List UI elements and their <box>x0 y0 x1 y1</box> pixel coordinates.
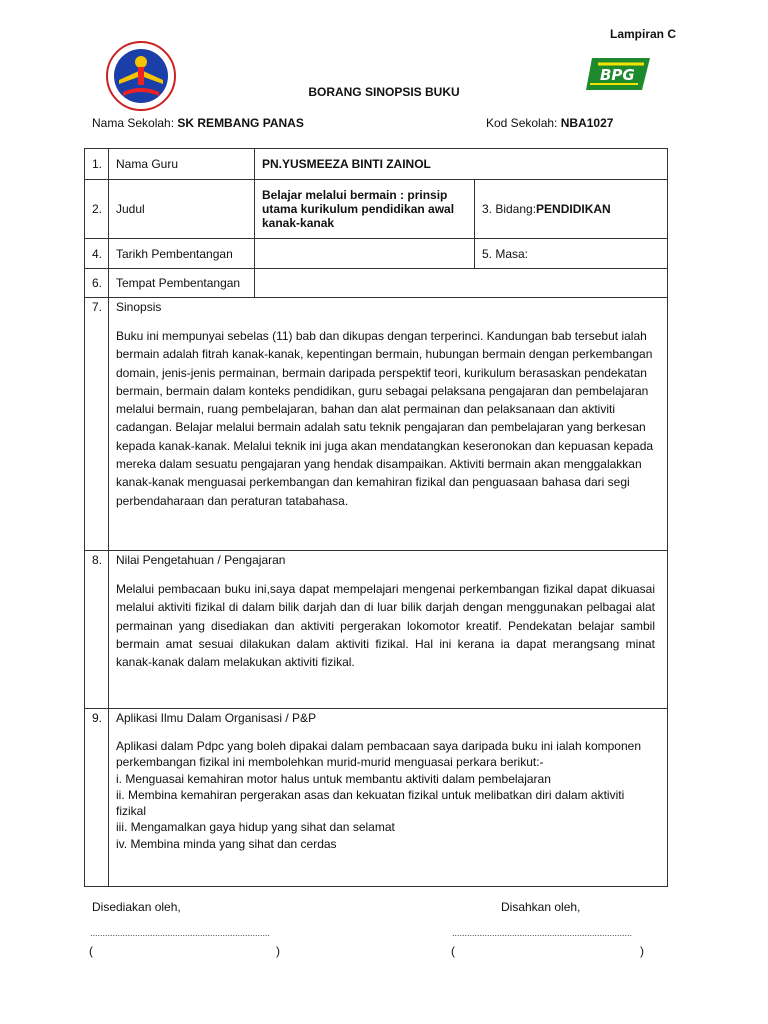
book-title-value <box>255 180 475 239</box>
school-name-label: Nama Sekolah: <box>92 116 175 130</box>
synopsis-cell <box>109 298 668 551</box>
approved-signature-line: ........................................................................ <box>452 928 633 938</box>
table-row <box>85 269 668 298</box>
table-row <box>85 298 668 551</box>
list-item: iii. Mengamalkan gaya hidup yang sihat dan selamat <box>116 820 395 835</box>
knowledge-value-cell <box>109 551 668 709</box>
row-number: 4. <box>85 239 109 269</box>
svg-text:BPG: BPG <box>600 66 635 84</box>
knowledge-value-text: Melalui pembacaan buku ini,saya dapat mempelajari mengenai perkembangan fizikal dapat dikuasai melalui aktiviti fizikal di dalam bilik darjah dan di luar bilik darjah dengan menggunakan pelbagai alat permainan yang disediakan dan aktiviti pergerakan lokomotor kreatif. Pendekatan belajar sambil bermain amat sesuai dilakukan dalam aktiviti fizikal. Hal ini kerana ia dapat merangsang minat kanak-kanak dalam melakukan aktiviti fizikal. <box>116 582 656 670</box>
field-cell <box>475 180 668 239</box>
prepared-name-open: ( <box>89 944 93 958</box>
approved-name-close: ) <box>640 944 644 958</box>
application-intro: Aplikasi dalam Pdpc yang boleh dipakai dalam pembacaan saya daripada buku ini ialah komponen perkembangan fizikal ini membolehkan murid-murid menguasai perkara berikut:- <box>116 739 642 770</box>
presentation-place-label: Tempat Pembentangan <box>109 269 255 298</box>
list-item: iv. Membina minda yang sihat dan cerdas <box>116 836 337 851</box>
application-label: Aplikasi Ilmu Dalam Organisasi / P&P <box>116 711 317 725</box>
form-title: BORANG SINOPSIS BUKU <box>308 85 460 99</box>
application-text <box>116 738 667 852</box>
teacher-name-label: Nama Guru <box>109 149 255 180</box>
approved-by-label: Disahkan oleh, <box>501 900 581 914</box>
row-number: 1. <box>85 149 109 180</box>
synopsis-label: Sinopsis <box>116 300 162 314</box>
synopsis-text: Buku ini mempunyai sebelas (11) bab dan dikupas dengan terperinci. Kandungan bab tersebut ialah bermain adalah fitrah kanak-kanak, kepentingan bermain, hubungan bermain dengan perkembangan domain, jenis-jenis permainan, bermain daripada perspektif teori, kurikulum berasaskan pendekatan bermain, bermain dalam konteks pendidikan, guru sebagai pelaksana pengajaran dan pembelajaran melalui bermain, ruang pembelajaran, bahan dan alat permainan dan pelaksanaan dan aktiviti cadangan. Belajar melalui bermain adalah satu teknik pengajaran dan pembelajaran yang berkesan kepada kanak-kanak. Melalui teknik ini juga akan mendatangkan keseronokan dan kepuasan kepada mereka dalam sesuatu pengajaran yang hendak disampaikan. Aktiviti bermain akan menggalakkan kanak-kanak menguasai perkembangan dan kemahiran fizikal dan penguasaan bahasa dari segi perbendaharaan dan peraturan tatabahasa. <box>116 329 654 508</box>
book-title-label: Judul <box>109 180 255 239</box>
field-label: 3. Bidang: <box>482 202 537 216</box>
row-number: 8. <box>85 551 109 709</box>
field-value: PENDIDIKAN <box>536 202 611 216</box>
table-row <box>85 709 668 887</box>
teacher-name-text: PN.YUSMEEZA BINTI ZAINOL <box>262 157 431 171</box>
row-number: 7. <box>85 298 109 551</box>
row-number: 6. <box>85 269 109 298</box>
ministry-logo-icon <box>105 40 177 112</box>
book-title-text: Belajar melalui bermain : prinsip utama kurikulum pendidikan awal kanak-kanak <box>262 188 455 230</box>
presentation-date-label: Tarikh Pembentangan <box>109 239 255 269</box>
synopsis-form-table <box>84 148 668 887</box>
table-row <box>85 239 668 269</box>
row-number: 2. <box>85 180 109 239</box>
table-row <box>85 149 668 180</box>
list-item: ii. Membina kemahiran pergerakan asas dan kekuatan fizikal untuk melibatkan diri dalam aktiviti fizikal <box>116 787 625 819</box>
school-name-value: SK REMBANG PANAS <box>177 116 304 130</box>
school-code-line <box>486 116 613 130</box>
school-code-label: Kod Sekolah: <box>486 116 558 130</box>
approved-name-open: ( <box>451 944 455 958</box>
presentation-place-value <box>255 269 668 298</box>
school-code-value: NBA1027 <box>560 116 614 130</box>
application-cell <box>109 709 668 887</box>
school-name-line <box>92 116 304 130</box>
table-row <box>85 551 668 709</box>
list-item: i. Menguasai kemahiran motor halus untuk membantu aktiviti dalam pembelajaran <box>116 771 551 786</box>
prepared-name-close: ) <box>276 944 280 958</box>
prepared-by-label: Disediakan oleh, <box>92 900 181 914</box>
teacher-name-value <box>255 149 668 180</box>
table-row <box>85 180 668 239</box>
time-label: 5. Masa: <box>475 239 668 269</box>
appendix-label: Lampiran C <box>609 27 676 41</box>
presentation-date-value <box>255 239 475 269</box>
knowledge-value-label: Nilai Pengetahuan / Pengajaran <box>116 553 286 567</box>
row-number: 9. <box>85 709 109 887</box>
prepared-signature-line: ........................................................................ <box>90 928 271 938</box>
